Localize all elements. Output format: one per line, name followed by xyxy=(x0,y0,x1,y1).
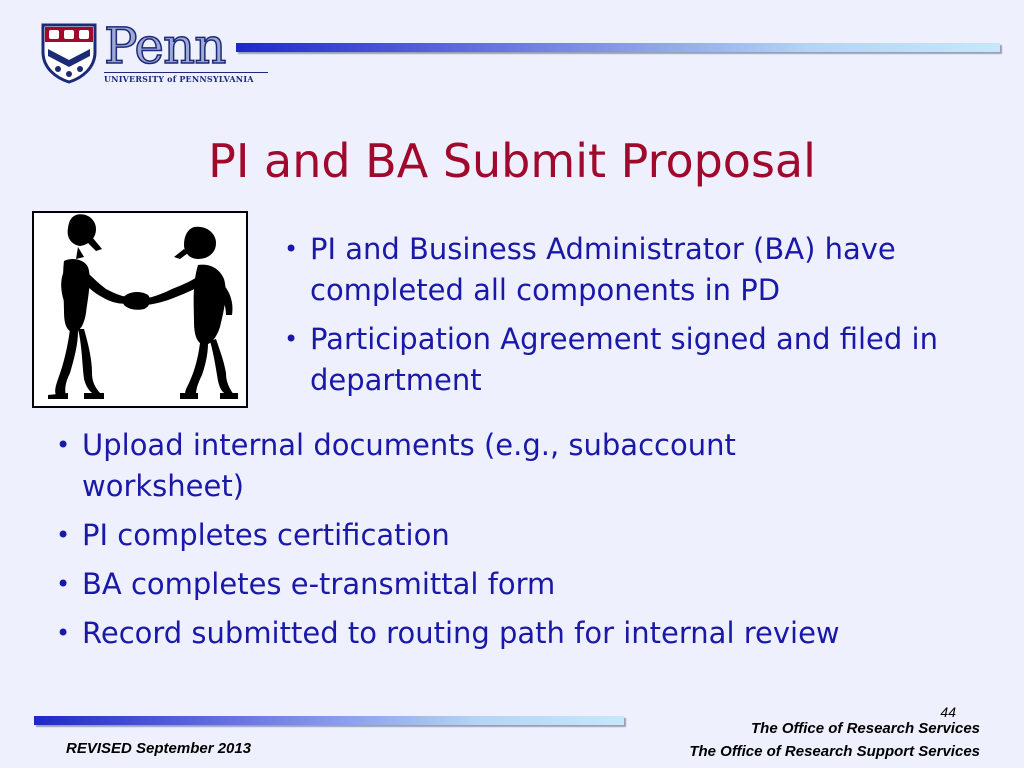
list-item: • PI completes certification xyxy=(50,515,880,556)
list-item: • BA completes e-transmittal form xyxy=(50,564,880,605)
penn-logo-subtitle: UNIVERSITY of PENNSYLVANIA xyxy=(104,72,268,84)
list-item: • Participation Agreement signed and filed in department xyxy=(278,319,998,401)
handshake-image xyxy=(32,211,248,408)
footer-office-research-support-services: The Office of Research Support Services xyxy=(689,743,980,760)
footer-office-research-services: The Office of Research Services xyxy=(751,720,980,737)
handshake-illustration-icon xyxy=(34,213,246,406)
footer-gradient-bar xyxy=(34,716,624,725)
bottom-bullet-list xyxy=(50,425,880,654)
header-gradient-bar xyxy=(236,43,1000,52)
page-number: 44 xyxy=(940,704,956,720)
revised-date: REVISED September 2013 xyxy=(66,740,252,757)
top-bullet-list xyxy=(278,229,998,401)
list-item: • PI and Business Administrator (BA) have completed all components in PD xyxy=(278,229,998,311)
penn-logo xyxy=(40,17,254,86)
penn-shield-icon xyxy=(40,22,98,84)
penn-wordmark: Penn xyxy=(104,17,226,75)
list-item: • Record submitted to routing path for internal review xyxy=(50,613,880,654)
list-item: • Upload internal documents (e.g., subaccount worksheet) xyxy=(50,425,880,507)
slide-title: PI and BA Submit Proposal xyxy=(208,134,816,188)
